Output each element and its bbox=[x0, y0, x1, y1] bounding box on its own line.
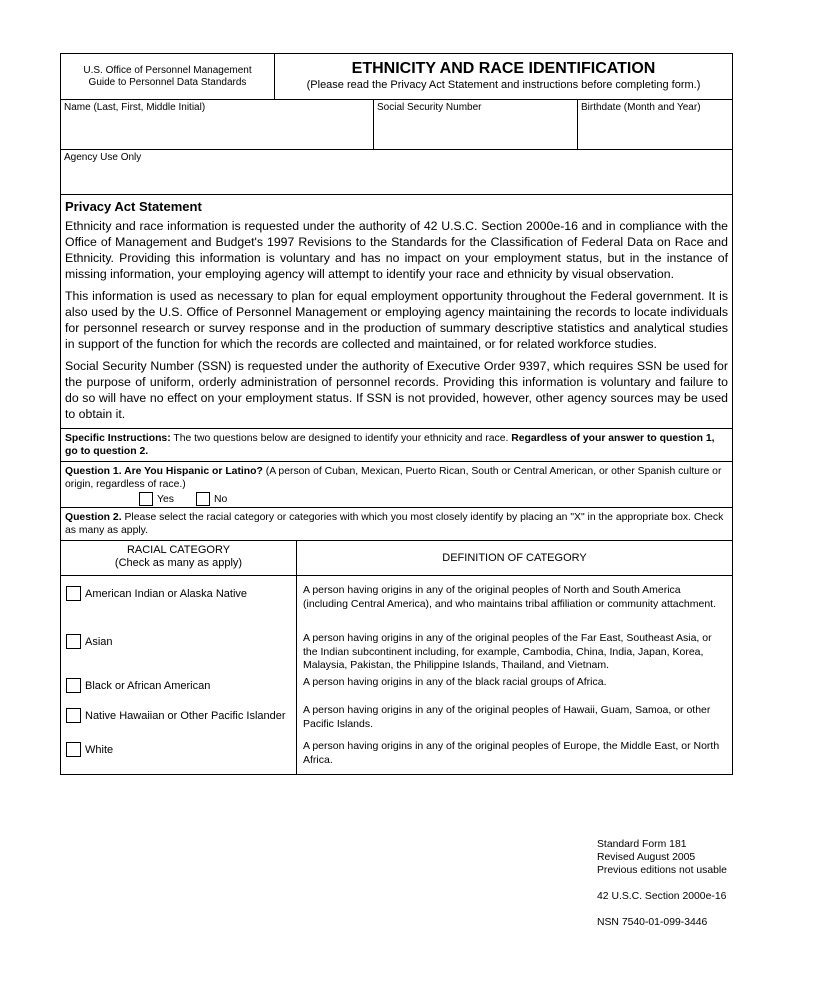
american-indian-checkbox[interactable] bbox=[66, 586, 81, 601]
definition-text: A person having origins in any of the original peoples of North and South America (including Central America), and who maintains tribal affiliation or community attachment. bbox=[303, 584, 716, 610]
category-label: White bbox=[85, 743, 114, 756]
definition-column bbox=[297, 576, 732, 774]
instructions-label: Specific Instructions: bbox=[65, 433, 171, 444]
name-field[interactable] bbox=[61, 100, 374, 149]
ssn-field[interactable] bbox=[374, 100, 578, 149]
question-1-label: Question 1. Are You Hispanic or Latino? bbox=[65, 466, 263, 477]
white-option[interactable] bbox=[66, 742, 113, 757]
hispanic-no-option[interactable] bbox=[196, 492, 227, 506]
asian-checkbox[interactable] bbox=[66, 634, 81, 649]
agency-guide: Guide to Personnel Data Standards bbox=[88, 77, 247, 88]
question-2 bbox=[61, 508, 732, 541]
instructions-bold-text: Regardless of your answer to question 1, go to question 2. bbox=[65, 433, 715, 457]
name-label: Name (Last, First, Middle Initial) bbox=[64, 102, 206, 113]
category-label: Native Hawaiian or Other Pacific Islander bbox=[85, 709, 286, 722]
question-1 bbox=[61, 462, 732, 508]
black-checkbox[interactable] bbox=[66, 678, 81, 693]
category-row-black bbox=[61, 672, 296, 698]
birthdate-field[interactable] bbox=[578, 100, 732, 149]
ssn-label: Social Security Number bbox=[377, 102, 482, 113]
hispanic-no-label: No bbox=[213, 493, 228, 505]
question-2-label: Question 2. bbox=[65, 512, 122, 523]
category-label: Asian bbox=[85, 635, 113, 648]
definition-row bbox=[297, 698, 732, 738]
pacific-islander-option[interactable] bbox=[66, 708, 286, 723]
hispanic-yes-option[interactable] bbox=[139, 492, 174, 506]
privacy-paragraph: This information is used as necessary to plan for equal employment opportunity throughout the Federal government. It is also used by the U.S. Office of Personnel Management or employing agency maintaining the records to locate individuals for personnel research or survey response and in the production of summary descriptive statistics and analytical studies in support of the function for which the records are collected and maintained, or for related workforce studies. bbox=[65, 289, 728, 351]
pacific-islander-checkbox[interactable] bbox=[66, 708, 81, 723]
category-column-header bbox=[61, 541, 297, 575]
hispanic-no-checkbox[interactable] bbox=[196, 492, 210, 506]
category-row-pacific-islander bbox=[61, 698, 296, 738]
form-footer bbox=[597, 838, 727, 929]
asian-option[interactable] bbox=[66, 634, 113, 649]
form-subtitle: (Please read the Privacy Act Statement and instructions before completing form.) bbox=[306, 79, 701, 91]
category-header-line1: RACIAL CATEGORY bbox=[126, 544, 231, 556]
category-header-line2: (Check as many as apply) bbox=[114, 557, 243, 569]
agency-use-field bbox=[61, 150, 732, 195]
question-2-text: Please select the racial category or categories with which you most closely identify by placing an "X" in the appropriate box. Check as many as apply. bbox=[65, 512, 724, 536]
category-row-american-indian bbox=[61, 576, 296, 624]
birthdate-label: Birthdate (Month and Year) bbox=[581, 102, 701, 113]
privacy-paragraph: Social Security Number (SSN) is requested under the authority of Executive Order 9397, which requires SSN be used for the purpose of uniform, orderly administration of personnel records. Providing this information is voluntary and failure to do so will have no effect on your employment status. If SSN is not provided, however, other agency sources may be used to obtain it. bbox=[65, 359, 728, 421]
title-block bbox=[275, 54, 732, 99]
definition-text: A person having origins in any of the original peoples of Europe, the Middle East, or North Africa. bbox=[303, 740, 720, 766]
privacy-act-statement bbox=[61, 195, 732, 429]
hispanic-yes-label: Yes bbox=[157, 493, 174, 505]
privacy-paragraph: Ethnicity and race information is requested under the authority of 42 U.S.C. Section 2000e-16 and in compliance with the Office of Management and Budget's 1997 Revisions to the Standards for the Classification of Federal Data on Race and Ethnicity. Providing this information is voluntary and has no impact on your employment status, but in the instance of missing information, your employing agency will attempt to identify your race and ethnicity by visual observation. bbox=[65, 219, 728, 281]
definition-row bbox=[297, 576, 732, 624]
privacy-heading: Privacy Act Statement bbox=[65, 199, 202, 214]
definition-row bbox=[297, 738, 732, 774]
definition-text: A person having origins in any of the original peoples of the Far East, Southeast Asia, or the Indian subcontinent including, for example, Cambodia, China, India, Japan, Korea, Malaysia, Pakistan, the Philippine Islands, Thailand, and Vietnam. bbox=[303, 632, 712, 671]
specific-instructions bbox=[61, 429, 732, 462]
definition-row bbox=[297, 624, 732, 672]
form-header bbox=[61, 54, 732, 100]
category-label: American Indian or Alaska Native bbox=[85, 587, 248, 600]
black-option[interactable] bbox=[66, 678, 210, 693]
legal-authority: 42 U.S.C. Section 2000e-16 bbox=[597, 891, 727, 902]
definition-text: A person having origins in any of the black racial groups of Africa. bbox=[303, 676, 607, 688]
race-table-header bbox=[61, 541, 732, 576]
question-1-options bbox=[139, 492, 249, 506]
nsn-number: NSN 7540-01-099-3446 bbox=[597, 917, 708, 928]
identity-fields bbox=[61, 100, 732, 150]
definition-column-header: DEFINITION OF CATEGORY bbox=[442, 552, 587, 564]
category-row-asian bbox=[61, 624, 296, 672]
hispanic-yes-checkbox[interactable] bbox=[139, 492, 153, 506]
definition-text: A person having origins in any of the original peoples of Hawaii, Guam, Samoa, or other Pacific Islands. bbox=[303, 704, 711, 730]
form-number: Standard Form 181 bbox=[597, 839, 687, 850]
american-indian-option[interactable] bbox=[66, 586, 247, 601]
white-checkbox[interactable] bbox=[66, 742, 81, 757]
race-table-body bbox=[61, 576, 732, 774]
category-label: Black or African American bbox=[85, 679, 211, 692]
ethnicity-race-form bbox=[60, 53, 733, 775]
question-1-text: (A person of Cuban, Mexican, Puerto Rican, South or Central American, or other Spanish culture or origin, regardless of race.) bbox=[65, 466, 722, 490]
form-title: ETHNICITY AND RACE IDENTIFICATION bbox=[351, 60, 656, 77]
previous-editions-note: Previous editions not usable bbox=[597, 865, 727, 876]
category-row-white bbox=[61, 738, 296, 774]
agency-block bbox=[61, 54, 275, 99]
instructions-text: The two questions below are designed to identify your ethnicity and race. bbox=[170, 433, 512, 444]
revision-date: Revised August 2005 bbox=[597, 852, 696, 863]
agency-use-label: Agency Use Only bbox=[64, 152, 142, 163]
definition-row bbox=[297, 672, 732, 698]
category-column bbox=[61, 576, 297, 774]
agency-name: U.S. Office of Personnel Management bbox=[83, 65, 252, 76]
